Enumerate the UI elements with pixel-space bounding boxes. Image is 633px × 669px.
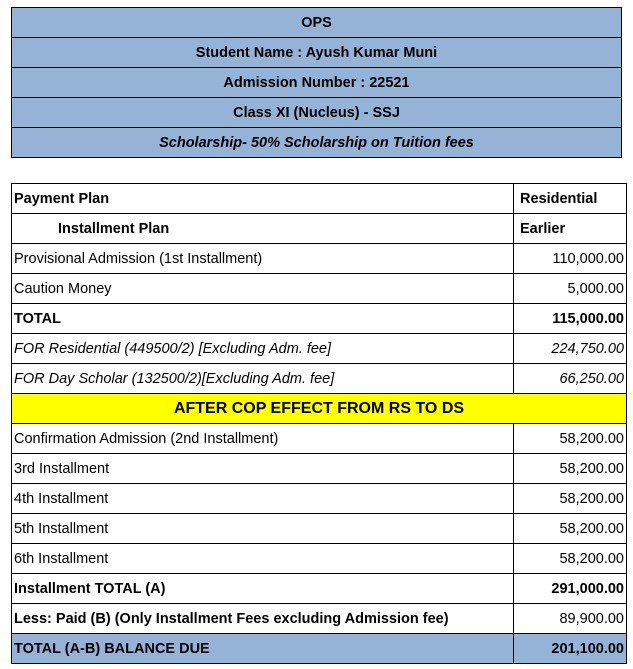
row-label: TOTAL [12,304,514,334]
row-label: Installment TOTAL (A) [12,574,514,604]
scholarship-info: Scholarship- 50% Scholarship on Tuition fees [12,128,622,158]
row-label: 5th Installment [12,514,514,544]
school-name: OPS [12,8,622,38]
row-value: 58,200.00 [514,544,627,574]
row-label: FOR Day Scholar (132500/2)[Excluding Adm. fee] [12,364,514,394]
table-header-row [12,184,627,214]
student-info-header [11,7,622,158]
table-row [12,454,627,484]
table-row [12,274,627,304]
table-row [12,364,627,394]
row-value: 115,000.00 [514,304,627,334]
row-label: 6th Installment [12,544,514,574]
row-value: 5,000.00 [514,274,627,304]
row-value: 89,900.00 [514,604,627,634]
banner-row [12,394,627,424]
row-label: Provisional Admission (1st Installment) [12,244,514,274]
row-value: 58,200.00 [514,454,627,484]
fee-table [11,183,627,664]
row-value: 110,000.00 [514,244,627,274]
total-row [12,304,627,334]
row-label: 4th Installment [12,484,514,514]
table-row [12,514,627,544]
row-label: TOTAL (A-B) BALANCE DUE [12,634,514,664]
row-label: Less: Paid (B) (Only Installment Fees excluding Admission fee) [12,604,514,634]
table-row [12,424,627,454]
table-subheader-row [12,214,627,244]
class-info: Class XI (Nucleus) - SSJ [12,98,622,128]
paid-row [12,604,627,634]
table-row [12,334,627,364]
col-header-residential: Residential [514,184,627,214]
row-value: 201,100.00 [514,634,627,664]
table-row [12,244,627,274]
sub-header-installment-plan: Installment Plan [12,214,514,244]
row-label: 3rd Installment [12,454,514,484]
table-row [12,544,627,574]
balance-due-row [12,634,627,664]
sub-header-earlier: Earlier [514,214,627,244]
admission-number: Admission Number : 22521 [12,68,622,98]
row-value: 58,200.00 [514,484,627,514]
row-value: 58,200.00 [514,514,627,544]
row-label: Confirmation Admission (2nd Installment) [12,424,514,454]
student-name: Student Name : Ayush Kumar Muni [12,38,622,68]
row-value: 291,000.00 [514,574,627,604]
row-value: 66,250.00 [514,364,627,394]
row-value: 224,750.00 [514,334,627,364]
col-header-payment-plan: Payment Plan [12,184,514,214]
row-value: 58,200.00 [514,424,627,454]
cop-effect-banner: AFTER COP EFFECT FROM RS TO DS [12,394,627,424]
installment-total-row [12,574,627,604]
table-row [12,484,627,514]
row-label: FOR Residential (449500/2) [Excluding Adm. fee] [12,334,514,364]
row-label: Caution Money [12,274,514,304]
